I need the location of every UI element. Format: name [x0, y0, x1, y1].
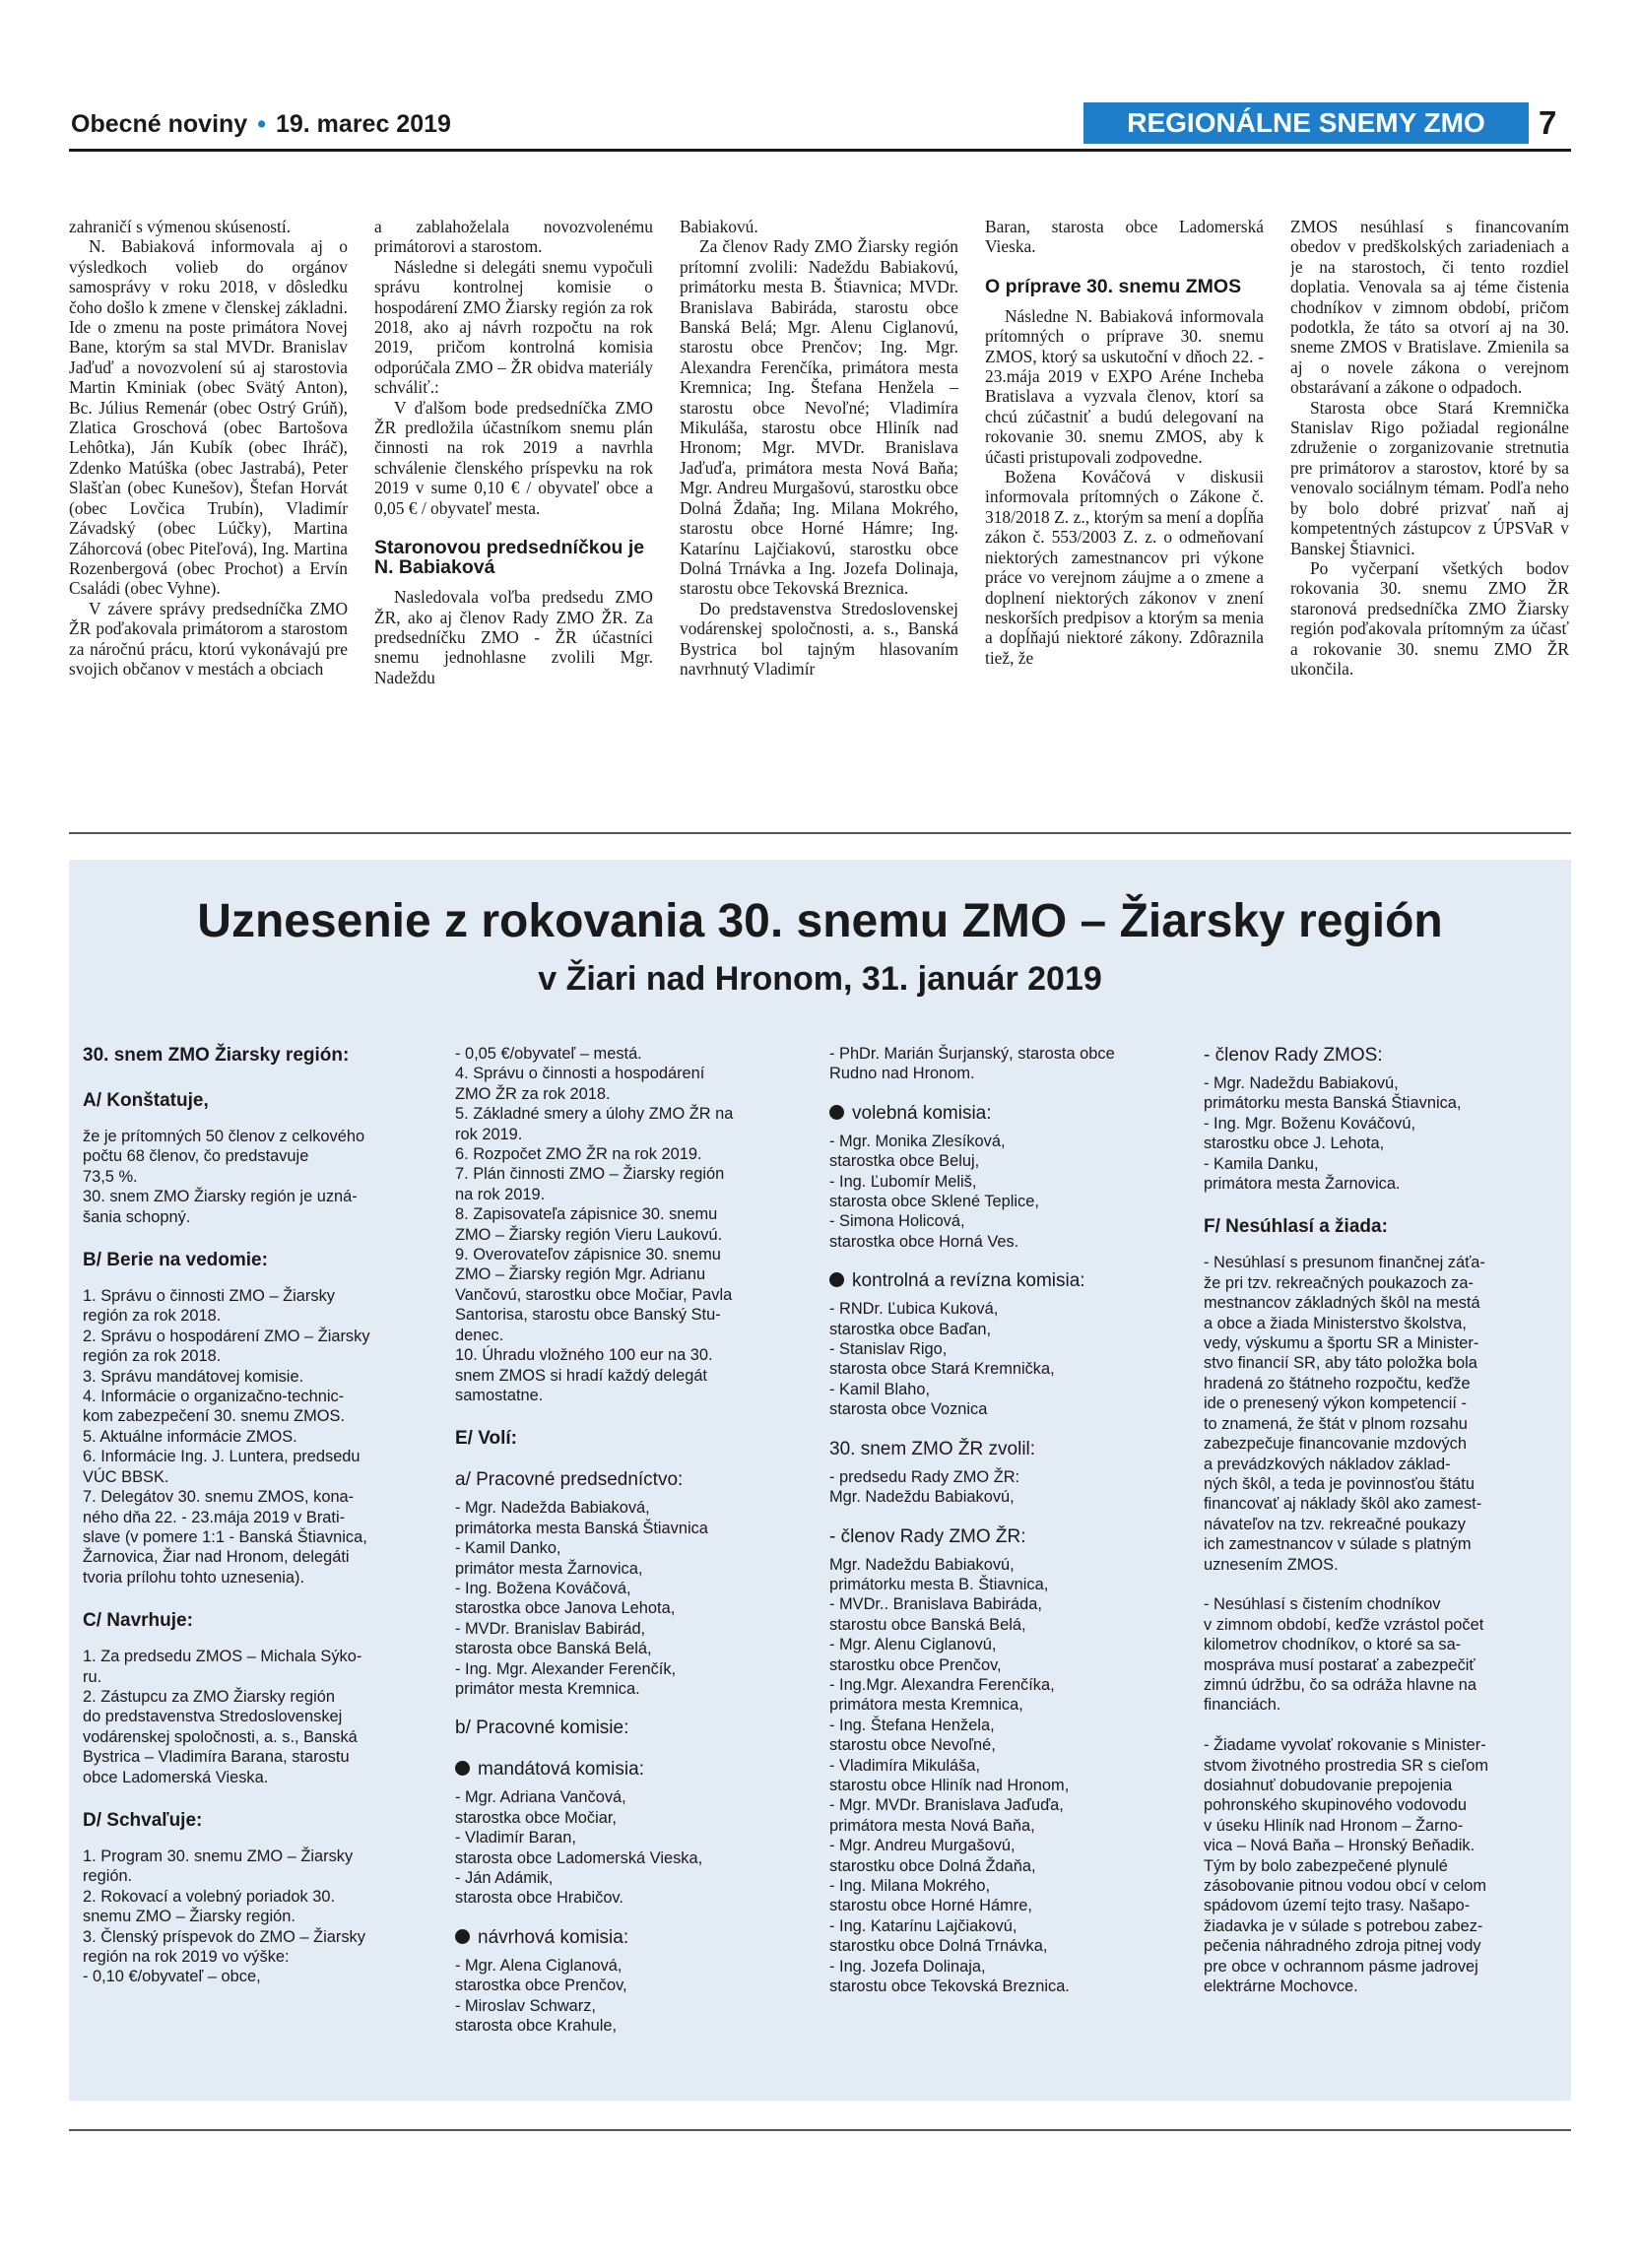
publication-line	[71, 110, 451, 139]
bullet-icon	[455, 1929, 470, 1944]
article-paragraph: a zablahoželala novozvolenému primátorovi a starostom.	[374, 217, 653, 257]
resolution-heading: F/ Nesúhlasí a žiada:	[1204, 1216, 1388, 1238]
commission-heading	[829, 1269, 1179, 1293]
resolution-text: - 0,05 €/obyvateľ – mestá. 4. Správu o činnosti a hospodárení ZMO ŽR za rok 2018. 5. Základné smery a úlohy ZMO ŽR na rok 2019. 6. Rozpočet ZMO ŽR na rok 2019. 7. Plán činnosti ZMO – Žiarsky región na rok 2019. 8. Zapisovateľa zápisnice 30. snemu ZMO – Žiarsky región Vieru Laukovú. 9. Overovateľov zápisnice 30. snemu ZMO – Žiarsky región Mgr. Adrianu Vančovú, starostku obce Močiar, Pavla Santorisa, starostu obce Banský Stu- denec. 10. Úhradu vložného 100 eur na 30. snem ZMOS si hradí každý delegát samostatne.	[455, 1045, 734, 1404]
resolution-heading: D/ Schvaľuje:	[83, 1809, 203, 1831]
article-paragraph: Baran, starosta obce Ladomerská Vieska.	[985, 217, 1264, 257]
article-column-3	[680, 217, 958, 822]
bullet-icon	[829, 1105, 844, 1120]
bullet-icon	[455, 1761, 470, 1776]
resolution-column-3	[829, 1044, 1179, 1996]
divider-top	[69, 832, 1571, 834]
section-label: REGIONÁLNE SNEMY ZMO	[1083, 102, 1529, 144]
resolution-heading: A/ Konštatuje,	[83, 1090, 209, 1111]
article-paragraph: Starosta obce Stará Kremnička Stanislav Rigo požiadal regionálne združenie o zorganizovanie stretnutia pre primátorov a starostov, ktoré by sa venovalo sociálnym témam. Podľa neho by bolo dobré prizvať naň aj kompetentných zástupcov z ÚPSVaR v Banskej Štiavnici.	[1290, 397, 1569, 558]
resolution-box	[69, 860, 1571, 2101]
article-subheading: O príprave 30. snemu ZMOS	[985, 275, 1242, 297]
article-paragraph: Do predstavenstva Stredoslovenskej vodárenskej spoločnosti, a. s., Banská Bystrica bol tajným hlasovaním navrhnutý Vladimír	[680, 598, 958, 679]
article-paragraph: Po vyčerpaní všetkých bodov rokovania 30. snemu ZMO ŽR staronová predsedníčka ZMO Žiarsky región poďakovala prítomným za účasť a rokovanie 30. snemu ZMO ŽR ukončila.	[1290, 557, 1569, 679]
article-column-2	[374, 217, 653, 822]
resolution-text: 1. Program 30. snemu ZMO – Žiarsky región. 2. Rokovací a volebný poriadok 30. snemu ZMO – Žiarsky región. 3. Členský príspevok do ZMO – Žiarsky región na rok 2019 vo výške: - 0,10 €/obyvateľ – obce,	[83, 1847, 365, 1986]
resolution-subheading: - členov Rady ZMOS:	[1204, 1045, 1383, 1066]
commission-label: návrhová komisia:	[478, 1926, 629, 1948]
commission-heading	[455, 1926, 805, 1950]
resolution-column-4	[1204, 1044, 1553, 1996]
resolution-column-2	[455, 1044, 805, 2036]
article-paragraph: zahraničí s výmenou skúseností.	[69, 217, 292, 236]
resolution-text: - Nesúhlasí s presunom finančnej záťa- že pri tzv. rekreačných poukazoch za- mestnancov základných škôl na mestá a obce a žiada Ministerstvo školstva, vedy, výskumu a športu SR a Minister- stvo financií SR, aby táto položka bola hradená zo štátneho rozpočtu, keďže ide o prenesený výkon kompetencií - to znamená, že štát v plnom rozsahu zabezpečuje financovanie mzdových a prevádzkových nákladov základ- ných škôl, a teda je povinnosťou štátu financovať aj náklady škôl ako zamest- návateľov na tzv. rekreačné poukazy ich zamestnancov v súlade s platným uznesením ZMOS. - Nesúhlasí s čistením chodníkov v zimnom období, keďže vzrástol počet kilometrov chodníkov, o ktoré sa sa- mospráva musí postarať a zabezpečiť zimnú údržbu, čo sa odráža hlavne na financiách. - Žiadame vyvolať rokovanie s Minister- stvom životného prostredia SR s cieľom dosiahnuť dobudovanie prepojenia pohronského skupinového vodovodu v úseku Hliník nad Hronom – Žarno- vica – Nová Baňa – Hronský Beňadik. Tým by bolo zabezpečené plynulé zásobovanie pitnou vodou obcí v celom spádovom území tejto trasy. Našapo- žiadavka je v súlade s potrebou zabez- pečenia náhradného zdroja pitnej vody pre obce v ochrannom pásme jadrovej elektrárne Mochovce.	[1204, 1254, 1488, 1996]
commission-heading	[455, 1758, 805, 1782]
resolution-heading: B/ Berie na vedomie:	[83, 1250, 268, 1271]
resolution-text: - Mgr. Adriana Vančová, starostka obce Močiar, - Vladimír Baran, starosta obce Ladomerská Vieska, - Ján Adámik, starosta obce Hrabičov.	[455, 1788, 703, 1908]
resolution-subheading: 30. snem ZMO ŽR zvolil:	[829, 1438, 1036, 1459]
commission-heading	[829, 1102, 1179, 1126]
article-paragraph: V závere správy predsedníčka ZMO ŽR poďakovala primátorom a starostom za náročnú prácu, ktorú vykonávajú pre svojich občanov v mestách a obciach	[69, 598, 348, 679]
resolution-heading: C/ Navrhuje:	[83, 1610, 193, 1632]
commission-label: mandátová komisia:	[478, 1759, 644, 1781]
resolution-text: - Mgr. Nadežda Babiaková, primátorka mesta Banská Štiavnica - Kamil Danko, primátor mesta Žarnovica, - Ing. Božena Kováčová, starostka obce Janova Lehota, - MVDr. Branislav Babirád, starosta obce Banská Belá, - Ing. Mgr. Alexander Ferenčík, primátor mesta Kremnica.	[455, 1499, 708, 1698]
article-column-4	[985, 217, 1264, 822]
article-paragraph: Božena Kováčová v diskusii informovala prítomných o Zákone č. 318/2018 Z. z., ktorým sa mení a dopĺňa zákon č. 553/2003 Z. z. o odmeňovaní niektorých zamestnancov pri výkone práce vo verejnom záujme a o zmene a doplnení niektorých zákonov v znení neskorších predpisov a ktorým sa menia a dopĺňajú niektoré zákony. Zdôraznila tiež, že	[985, 467, 1264, 668]
article-paragraph: Následne N. Babiaková informovala prítomných o príprave 30. snemu ZMOS, ktorý sa uskutoční v dňoch 22. - 23.mája 2019 v EXPO Aréne Incheba Bratislava a vyzvala členov, ktorí sa chcú zúčastniť a budú delegovaní na rokovanie 30. snemu ZMOS, aby k účasti pristupovali zodpovedne.	[985, 305, 1264, 467]
article-paragraph: V ďalšom bode predsedníčka ZMO ŽR predložila účastníkom snemu plán činnosti na rok 2019 a navrhla schválenie členského príspevku na rok 2019 v sume 0,10 € / obyvateľ obce a 0,05 € / obyvateľ mesta.	[374, 397, 653, 518]
resolution-title: Uznesenie z rokovania 30. snemu ZMO – Žiarsky región	[197, 895, 1443, 947]
resolution-heading: E/ Volí:	[455, 1428, 517, 1450]
article-subheading: Staronovou predsedníčkou je N. Babiaková	[374, 537, 645, 579]
resolution-text: - Mgr. Alena Ciglanová, starostka obce Prenčov, - Miroslav Schwarz, starosta obce Krahule,	[455, 1956, 627, 2036]
article-paragraph: N. Babiaková informovala aj o výsledkoch volieb do orgánov samosprávy v roku 2018, v dôsledku čoho došlo k zmene v členskej základni. Ide o zmenu na poste primátora Novej Bane, ktorým sa stal MVDr. Branislav Jaďuď a novozvolení sú aj starostovia Martin Kminiak (obec Svätý Anton), Bc. Július Remenár (obec Ostrý Grúň), Zlatica Groschová (obec Bartošova Lehôtka), Ján Kubík (obec Ihráč), Zdenko Matúška (obec Jastrabá), Peter Slašťan (obec Kunešov), Štefan Horvát (obec Lovčica Trubín), Vladimír Závadský (obec Lúčky), Martina Záhorcová (obec Piteľová), Ing. Martina Rozenbergová (obec Prochot) a Ervín Családi (obec Vyhne).	[69, 236, 348, 599]
resolution-text: 1. Za predsedu ZMOS – Michala Sýko- ru. 2. Zástupcu za ZMO Žiarsky región do predstavenstva Stredoslovenskej vodárenskej spoločnosti, a. s., Banská Bystrica – Vladimíra Barana, starostu obce Ladomerská Vieska.	[83, 1648, 362, 1786]
commission-label: volebná komisia:	[852, 1102, 992, 1124]
commission-label: kontrolná a revízna komisia:	[852, 1270, 1085, 1292]
issue-date: 19. marec 2019	[275, 110, 451, 138]
article-paragraph: Za členov Rady ZMO Žiarsky región prítomní zvolili: Nadeždu Babiakovú, primátorku mesta B. Štiavnica; MVDr. Branislava Babiráda, starostu obce Banská Belá; Mgr. Alenu Ciglanovú, starostu obce Prenčov; Ing. Mgr. Alexandra Ferenčíka, primátora mesta Kremnica; Ing. Štefana Henžela – starostu obce Nevoľné; Vladimíra Mikuláša, starostu obce Hliník nad Hronom; Mgr. MVDr. Branislava Jaďuďa, primátora mesta Nová Baňa; Mgr. Andreu Murgašovú, starostku obce Dolná Ždaňa; Ing. Milana Mokrého, starostu obce Horné Hámre; Ing. Katarínu Lajčiakovú, starostku obce Dolná Trnávka a Ing. Jozefa Dolinaja, starostu obce Tekovská Breznica.	[680, 236, 958, 599]
resolution-text: - PhDr. Marián Šurjanský, starosta obce Rudno nad Hronom.	[829, 1045, 1115, 1083]
resolution-text: - RNDr. Ľubica Kuková, starostka obce Baďan, - Stanislav Rigo, starosta obce Stará Kremnička, - Kamil Blaho, starosta obce Voznica	[829, 1300, 1055, 1419]
page-number: 7	[1539, 104, 1557, 141]
article-column-5	[1290, 217, 1569, 822]
article-paragraph: Babiakovú.	[680, 217, 758, 236]
resolution-heading: 30. snem ZMO Žiarsky región:	[83, 1045, 350, 1066]
publication-name: Obecné noviny	[71, 110, 248, 138]
resolution-text: - Mgr. Nadeždu Babiakovú, primátorku mesta Banská Štiavnica, - Ing. Mgr. Boženu Kováčovú, starostku obce J. Lehota, - Kamila Danku, primátora mesta Žarnovica.	[1204, 1074, 1462, 1194]
resolution-text: 1. Správu o činnosti ZMO – Žiarsky región za rok 2018. 2. Správu o hospodárení ZMO – Žiarsky región za rok 2018. 3. Správu mandátovej komisie. 4. Informácie o organizačno-technic- kom zabezpečení 30. snemu ZMOS. 5. Aktuálne informácie ZMOS. 6. Informácie Ing. J. Luntera, predsedu VÚC BBSK. 7. Delegátov 30. snemu ZMOS, kona- ného dňa 22. - 23.mája 2019 v Brati- slave (v pomere 1:1 - Banská Štiavnica, Žarnovica, Žiar nad Hronom, delegáti tvoria prílohu tohto uznesenia).	[83, 1287, 370, 1587]
resolution-text: - Mgr. Monika Zlesíková, starostka obce Beluj, - Ing. Ľubomír Meliš, starosta obce Sklené Teplice, - Simona Holicová, starostka obce Horná Ves.	[829, 1132, 1039, 1251]
resolution-subtitle: v Žiari nad Hronom, 31. január 2019	[538, 960, 1102, 998]
page-header	[69, 102, 1571, 152]
resolution-subheading: - členov Rady ZMO ŽR:	[829, 1525, 1026, 1547]
resolution-subheading: b/ Pracovné komisie:	[455, 1717, 629, 1739]
resolution-text: - predsedu Rady ZMO ŽR: Mgr. Nadeždu Babiakovú,	[829, 1467, 1020, 1507]
article-paragraph: Nasledovala voľba predsedu ZMO ŽR, ako aj členov Rady ZMO ŽR. Za predsedníčku ZMO - ŽR účastníci snemu jednohlasne zvolili Mgr. Nadeždu	[374, 587, 653, 687]
article-paragraph: ZMOS nesúhlasí s financovaním obedov v predškolských zariadeniach a je na starostoch, či tento rozdiel doplatia. Venovala sa aj téme čistenia chodníkov v zimnom období, pričom podotkla, že táto sa otvorí aj na 30. sneme ZMOS v Bratislave. Zmienila sa aj o novele zákona o verejnom obstarávaní a zákone o odpadoch.	[1290, 217, 1569, 398]
resolution-subheading: a/ Pracovné predsedníctvo:	[455, 1469, 684, 1491]
bullet-icon	[829, 1272, 844, 1287]
resolution-column-1	[83, 1044, 432, 1987]
separator-dot: •	[257, 110, 266, 138]
divider-bottom	[69, 2129, 1571, 2131]
resolution-text: že je prítomných 50 členov z celkového počtu 68 členov, čo predstavuje 73,5 %. 30. snem ZMO Žiarsky región je uzná- šania schopný.	[83, 1128, 365, 1226]
article-paragraph: Následne si delegáti snemu vypočuli správu kontrolnej komisie o hospodárení ZMO Žiarsky región za rok 2018, ako aj návrh rozpočtu na rok 2019, pričom kontrolná komisia odporúčala ZMO – ŽR obidva materiály schváliť.:	[374, 256, 653, 398]
resolution-text: Mgr. Nadeždu Babiakovú, primátorku mesta B. Štiavnica, - MVDr.. Branislava Babiráda, starostu obce Banská Belá, - Mgr. Alenu Ciglanovú, starostku obce Prenčov, - Ing.Mgr. Alexandra Ferenčíka, primátora mesta Kremnica, - Ing. Štefana Henžela, starostu obce Nevoľné, - Vladimíra Mikuláša, starostu obce Hliník nad Hronom, - Mgr. MVDr. Branislava Jaďuďa, primátora mesta Nová Baňa, - Mgr. Andreu Murgašovú, starostku obce Dolná Ždaňa, - Ing. Milana Mokrého, starostu obce Horné Hámre, - Ing. Katarínu Lajčiakovú, starostku obce Dolná Trnávka, - Ing. Jozefa Dolinaja, starostu obce Tekovská Breznica.	[829, 1555, 1070, 1996]
article-column-1	[69, 217, 348, 822]
